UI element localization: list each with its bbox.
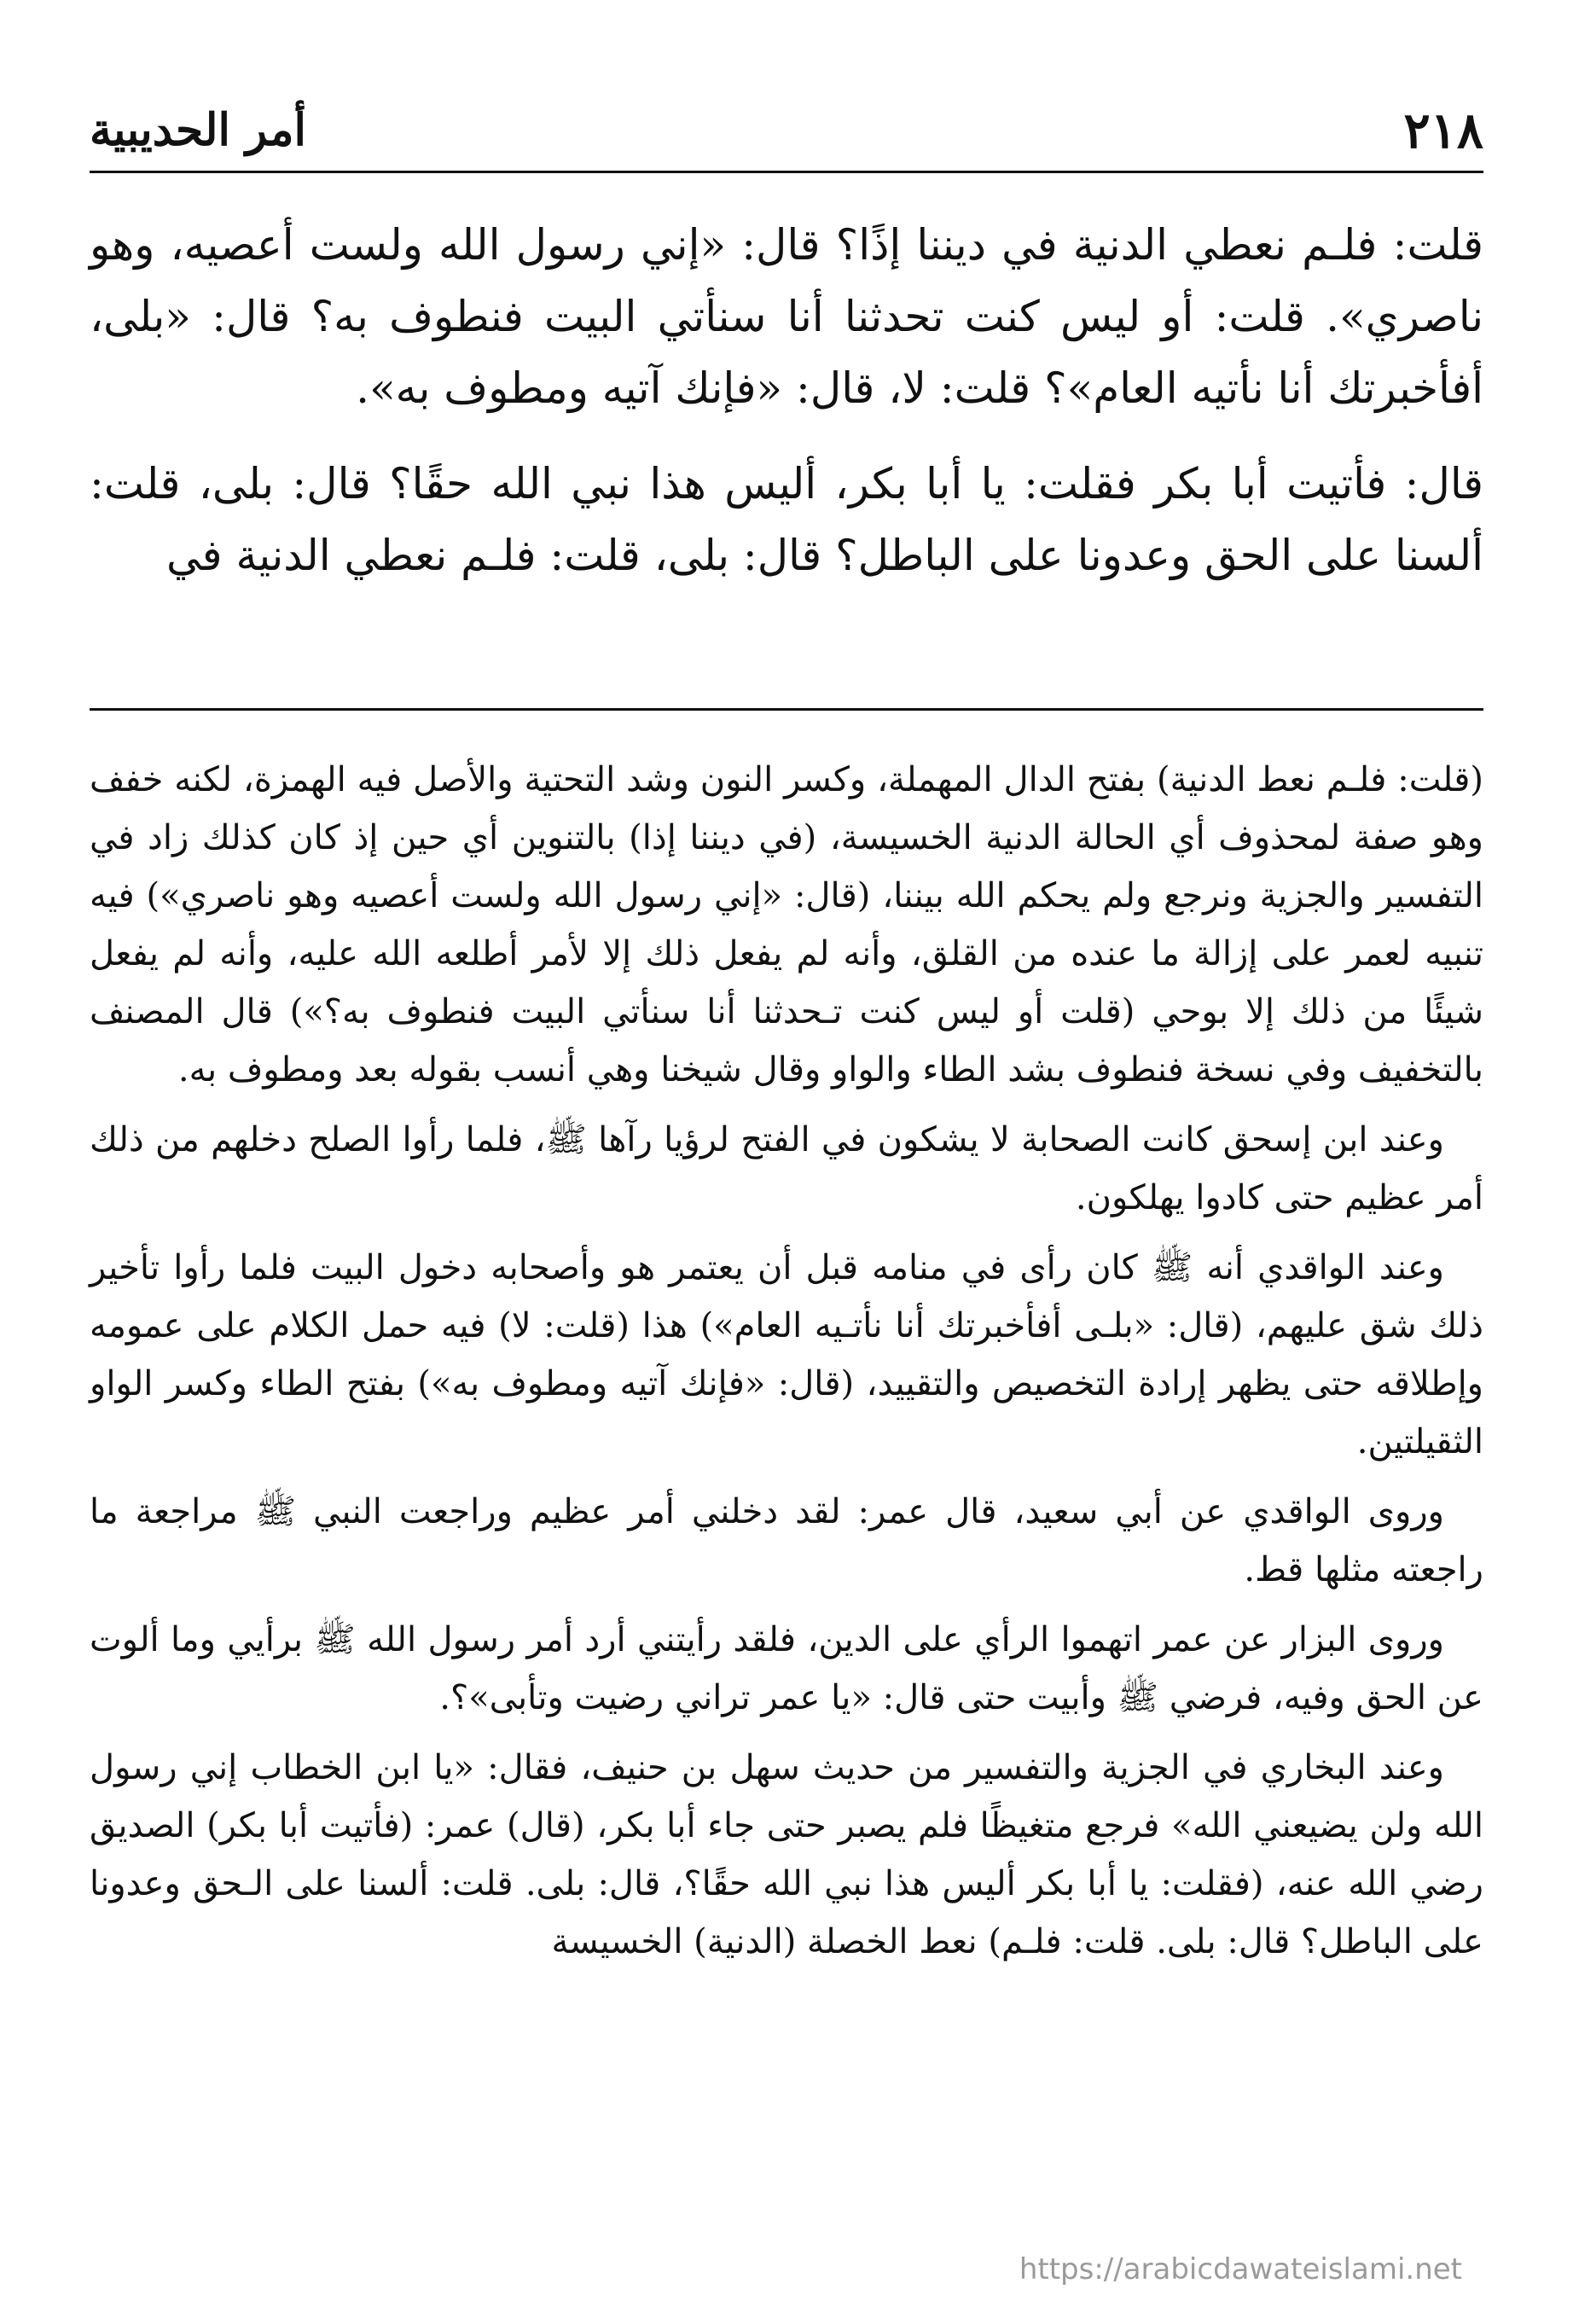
main-text bbox=[90, 209, 1483, 615]
watermark-url: https://arabicdawateislami.net bbox=[1019, 2252, 1462, 2286]
main-paragraph: قال: فأتيت أبا بكر فقلت: يا أبا بكر، أليس هذا نبي الله حقًا؟ قال: بلى، قلت: ألسنا على الحق وعدونا على الباطل؟ قال: بلى، قلت: فلـم نعطي الدنية في bbox=[90, 459, 1483, 580]
commentary-paragraph: وروى البزار عن عمر اتهموا الرأي على الدين، فلقد رأيتني أرد أمر رسول الله ﷺ برأيي وما ألوت عن الحق وفيه، فرضي ﷺ وأبيت حتى قال: «يا عمر تراني رضيت وتأبى»؟. bbox=[90, 1620, 1483, 1717]
commentary-paragraph: وعند البخاري في الجزية والتفسير من حديث سهل بن حنيف، فقال: «يا ابن الخطاب إني رسول الله ولن يضيعني الله» فرجع متغيظًا فلم يصبر حتى جاء أبا بكر، (قال) عمر: (فأتيت أبا بكر) الصديق رضي الله عنه، (فقلت: يا أبا بكر أليس هذا نبي الله حقًا؟، قال: بلى. قلت: ألسنا على الـحق وعدونا على الباطل؟ قال: بلى. قلت: فلـم) نعط الخصلة (الدنية) الخسيسة bbox=[90, 1748, 1483, 1961]
page-number: ٢١٨ bbox=[1403, 101, 1483, 160]
commentary bbox=[90, 751, 1483, 1983]
running-title: أمر الحديبية bbox=[90, 104, 306, 156]
commentary-paragraph: وروى الواقدي عن أبي سعيد، قال عمر: لقد دخلني أمر عظيم وراجعت النبي ﷺ مراجعة ما راجعته مثلها قط. bbox=[90, 1492, 1483, 1589]
commentary-paragraph: وعند ابن إسحق كانت الصحابة لا يشكون في الفتح لرؤيا رآها ﷺ، فلما رأوا الصلح دخلهم من ذلك أمر عظيم حتى كادوا يهلكون. bbox=[90, 1120, 1483, 1217]
separator-rule bbox=[90, 708, 1483, 711]
commentary-paragraph: (قلت: فلـم نعط الدنية) بفتح الدال المهملة، وكسر النون وشد التحتية والأصل فيه الهمزة، لكنه خفف وهو صفة لمحذوف أي الحالة الدنية الخسيسة، (في ديننا إذا) بالتنوين أي حين إذ كان كذلك زاد في التفسير والجزية ونرجع ولم يحكم الله بيننا، (قال: «إني رسول الله ولست أعصيه وهو ناصري») فيه تنبيه لعمر على إزالة ما عنده من القلق، وأنه لم يفعل ذلك إلا لأمر أطلعه الله عليه، وأنه لم يفعل شيئًا من ذلك إلا بوحي (قلت أو ليس كنت تـحدثنا أنا سنأتي البيت فنطوف به؟») قال المصنف بالتخفيف وفي نسخة فنطوف بشد الطاء والواو وقال شيخنا وهي أنسب بقوله بعد ومطوف به. bbox=[90, 760, 1483, 1089]
commentary-paragraph: وعند الواقدي أنه ﷺ كان رأى في منامه قبل أن يعتمر هو وأصحابه دخول البيت فلما رأوا تأخير ذلك شق عليهم، (قال: «بلـى أفأخبرتك أنا نأتـيه العام») هذا (قلت: لا) فيه حمل الكلام على عمومه وإطلاقه حتى يظهر إرادة التخصيص والتقييد، (قال: «فإنك آتيه ومطوف به») بفتح الطاء وكسر الواو الثقيلتين. bbox=[90, 1248, 1483, 1461]
page-header bbox=[90, 90, 1483, 173]
main-paragraph: قلت: فلـم نعطي الدنية في ديننا إذًا؟ قال: «إني رسول الله ولست أعصيه، وهو ناصري». قلت: أو ليس كنت تحدثنا أنا سنأتي البيت فنطوف به؟ قال: «بلى، أفأخبرتك أنا نأتيه العام»؟ قلت: لا، قال: «فإنك آتيه ومطوف به». bbox=[90, 220, 1483, 413]
